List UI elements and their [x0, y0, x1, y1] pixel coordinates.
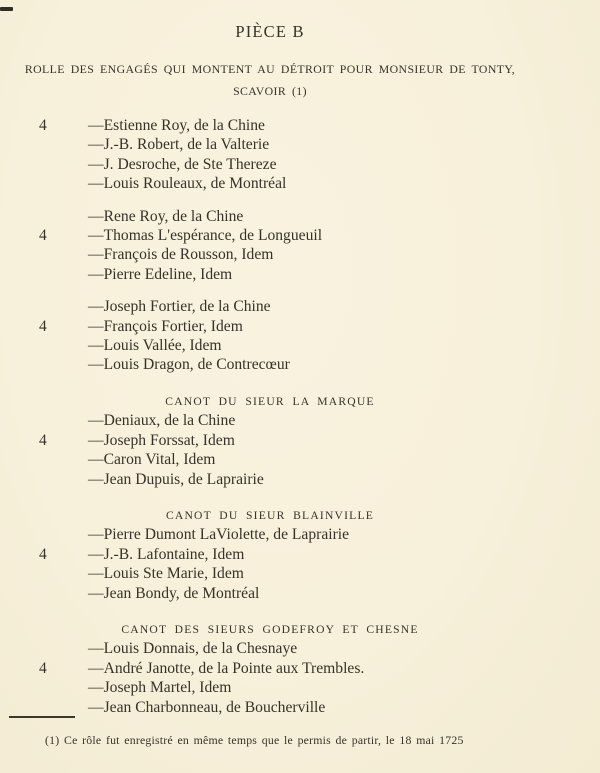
canoe-group — [0, 297, 600, 375]
roll-entry — [0, 116, 600, 135]
canoe-group — [0, 506, 600, 603]
roll-entry — [0, 355, 600, 374]
roll-entry — [0, 336, 600, 355]
engages-roll — [0, 116, 600, 717]
engage-name: —Jean Dupuis, de Laprairie — [88, 470, 264, 488]
canoe-group — [0, 620, 600, 717]
engage-name: —Rene Roy, de la Chine — [88, 207, 244, 225]
engage-name: —Estienne Roy, de la Chine — [88, 117, 265, 134]
roll-entry — [0, 317, 600, 336]
roll-entry — [0, 245, 600, 264]
roll-entry — [0, 698, 600, 717]
canoe-heading: CANOT DES SIEURS GODEFROY ET CHESNE — [121, 622, 419, 636]
canoe-group — [0, 207, 600, 285]
roll-entry — [0, 226, 600, 245]
engage-name: —J.-B. Lafontaine, Idem — [88, 545, 245, 563]
roll-entry — [0, 678, 600, 697]
footnote: (1) Ce rôle fut enregistré en même temps que le permis de partir, le 18 mai 1725 — [45, 733, 464, 747]
engage-name: —J. Desroche, de Ste Thereze — [88, 155, 277, 173]
engage-name: —Pierre Dumont LaViolette, de Laprairie — [88, 526, 350, 544]
engage-name: —Louis Ste Marie, Idem — [88, 565, 244, 583]
roll-entry — [0, 411, 600, 430]
roll-entry — [0, 470, 600, 489]
roll-entry — [0, 450, 600, 469]
roll-entry — [0, 431, 600, 450]
roll-entry — [0, 564, 600, 583]
engage-name: —François Fortier, Idem — [88, 317, 243, 335]
page-title: PIÈCE B — [235, 22, 305, 41]
engage-name: —Joseph Forssat, Idem — [88, 431, 235, 449]
engage-count: 4 — [39, 227, 47, 245]
subtitle-line-2: SCAVOIR (1) — [233, 83, 307, 98]
engage-count: 4 — [39, 545, 47, 563]
engage-name: —François de Rousson, Idem — [88, 246, 274, 264]
roll-entry — [0, 584, 600, 603]
canoe-heading: CANOT DU SIEUR BLAINVILLE — [165, 508, 375, 522]
roll-entry — [0, 265, 600, 284]
engage-name: —Louis Dragon, de Contrecœur — [88, 356, 290, 374]
roll-entry — [0, 545, 600, 564]
canoe-group — [0, 392, 600, 489]
roll-entry — [0, 659, 600, 678]
engage-name: —Joseph Fortier, de la Chine — [88, 298, 271, 316]
engage-count: 4 — [39, 317, 47, 335]
engage-name: —Joseph Martel, Idem — [88, 679, 232, 697]
subtitle-line-1: ROLLE DES ENGAGÉS QUI MONTENT AU DÉTROIT POUR MONSIEUR DE TONTY, — [24, 62, 516, 76]
footnote-rule — [9, 716, 75, 718]
canoe-heading: CANOT DU SIEUR LA MARQUE — [165, 394, 375, 408]
engage-name: —Jean Bondy, de Montréal — [88, 584, 260, 602]
engage-name: —André Janotte, de la Pointe aux Trembles. — [88, 659, 365, 677]
engage-name: —Louis Rouleaux, de Montréal — [88, 175, 287, 193]
engage-name: —Pierre Edeline, Idem — [88, 265, 233, 283]
roll-entry — [0, 297, 600, 316]
roll-entry — [0, 174, 600, 193]
engage-name: —Deniaux, de la Chine — [88, 412, 236, 430]
engage-count: 4 — [39, 117, 47, 134]
engage-name: —J.-B. Robert, de la Valterie — [88, 136, 270, 154]
roll-entry — [0, 155, 600, 174]
scan-artifact-mark — [0, 7, 13, 11]
engage-name: —Jean Charbonneau, de Boucherville — [88, 698, 326, 716]
engage-name: —Louis Donnais, de la Chesnaye — [88, 640, 298, 658]
engage-count: 4 — [39, 431, 47, 449]
roll-entry — [0, 639, 600, 658]
canoe-group — [0, 116, 600, 194]
engage-count: 4 — [39, 659, 47, 677]
engage-name: —Thomas L'espérance, de Longueuil — [88, 227, 323, 245]
engage-name: —Louis Vallée, Idem — [88, 337, 222, 355]
roll-entry — [0, 525, 600, 544]
document-subtitle — [0, 59, 540, 102]
engage-name: —Caron Vital, Idem — [88, 451, 216, 469]
roll-entry — [0, 207, 600, 226]
roll-entry — [0, 135, 600, 154]
